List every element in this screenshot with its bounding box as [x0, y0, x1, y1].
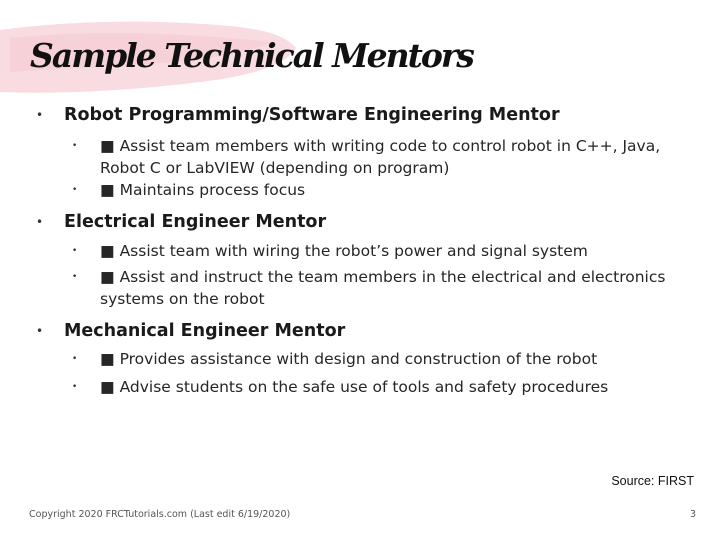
section-heading: Mechanical Engineer Mentor: [64, 321, 346, 341]
bullet-icon: •: [72, 272, 78, 282]
list-item-text: ■ Assist and instruct the team members in the electrical and electronics systems on the robot: [100, 268, 666, 308]
copyright-footer: Copyright 2020 FRCTutorials.com (Last edit 6/19/2020): [29, 509, 291, 520]
slide-title: Sample Technical Mentors: [30, 36, 473, 75]
section-heading: Robot Programming/Software Engineering Mentor: [64, 105, 560, 125]
bullet-icon: •: [72, 246, 78, 256]
bullet-icon: •: [36, 108, 44, 122]
bullet-icon: •: [36, 324, 44, 338]
bullet-icon: •: [36, 215, 44, 229]
section-heading: Electrical Engineer Mentor: [64, 212, 327, 232]
list-item-text: ■ Maintains process focus: [100, 181, 306, 199]
source-citation: Source: FIRST: [611, 474, 694, 488]
bullet-icon: •: [72, 382, 78, 392]
page-number: 3: [689, 509, 696, 520]
bullet-icon: •: [72, 185, 78, 195]
list-item-text: ■ Assist team members with writing code to control robot in C++, Java, Robot C or LabVIEW (depending on program): [100, 137, 661, 177]
list-item-text: ■ Provides assistance with design and construction of the robot: [100, 350, 598, 368]
bullet-icon: •: [72, 354, 78, 364]
list-item-text: ■ Assist team with wiring the robot’s power and signal system: [100, 242, 588, 260]
list-item-text: ■ Advise students on the safe use of tools and safety procedures: [100, 378, 609, 396]
bullet-icon: •: [72, 141, 78, 151]
